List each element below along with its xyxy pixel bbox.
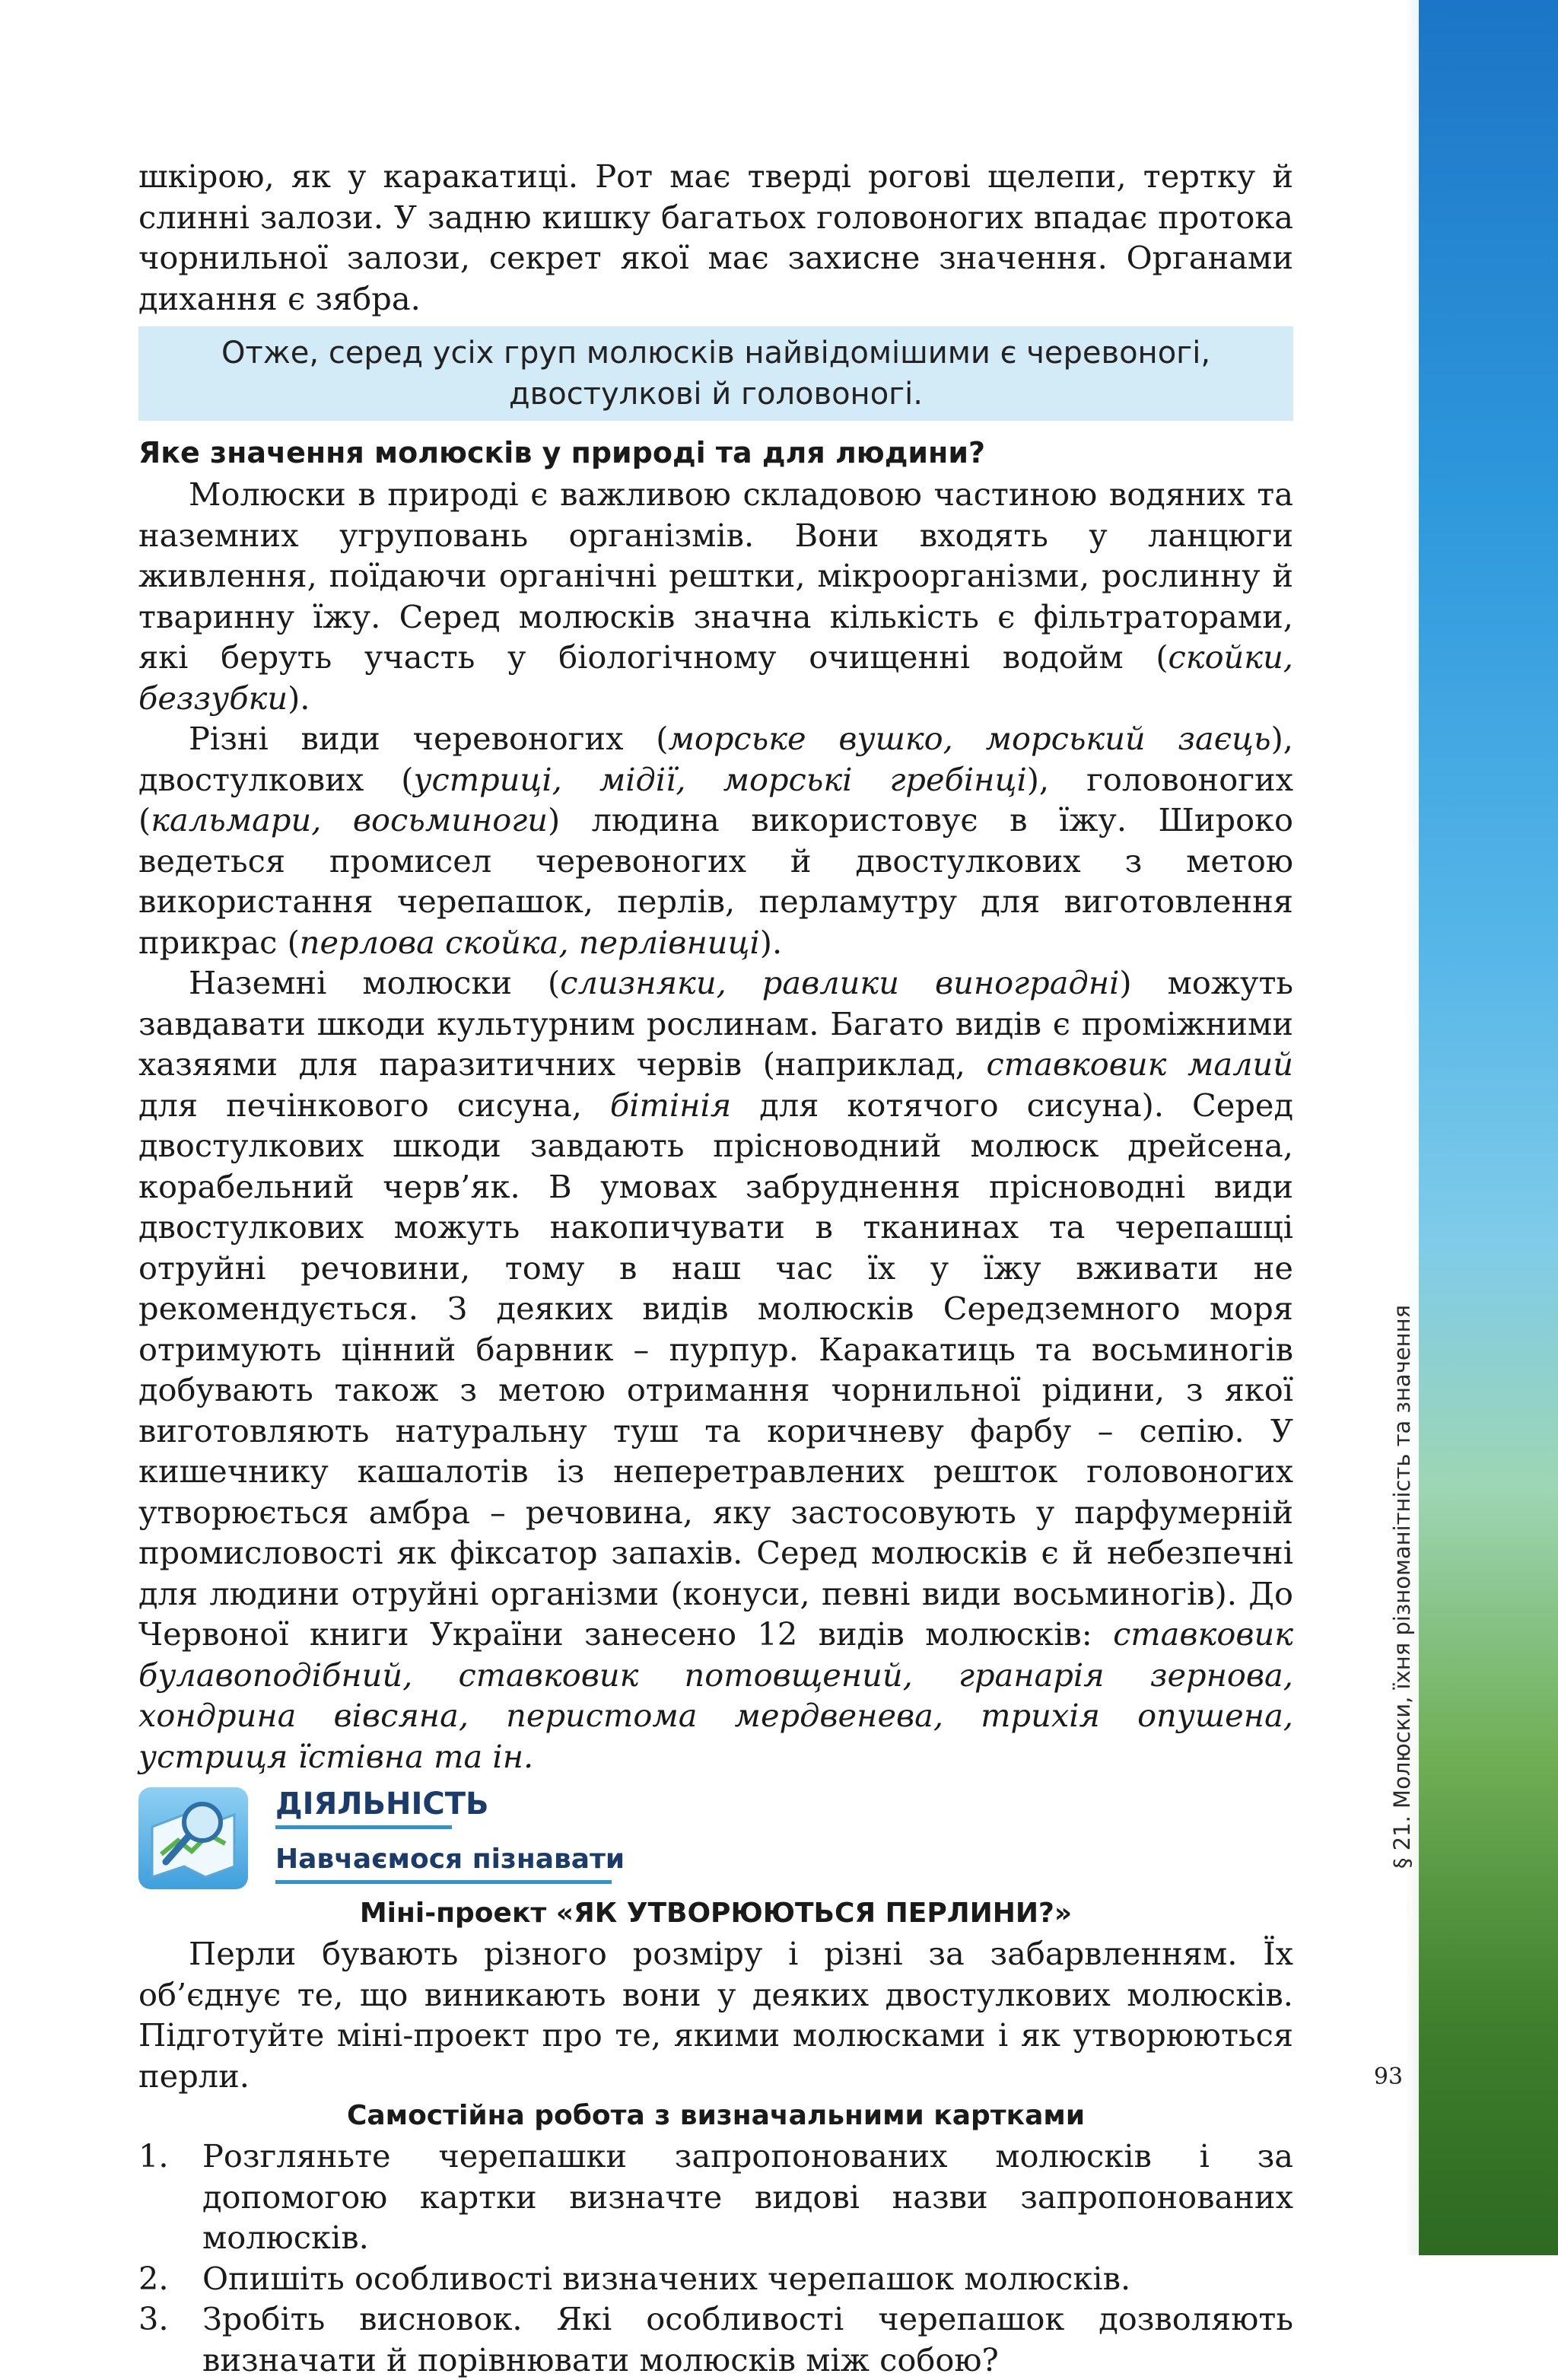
paragraph-1-text: Молюски в природі є важливою складовою частиною водяних та наземних угруповань організмів. Вони входять у ланцюги живлення, поїдаючи органічні рештки, мікроорганізми, рослинну й тваринну їжу. Серед молюсків значна кількість є фільтраторами, які беруть участь у біологічному очищенні водойм ( bbox=[138, 476, 1293, 676]
p2-text-5: ). bbox=[759, 923, 783, 961]
running-title: § 21. Молюски, їхня різноманітність та значення bbox=[1389, 1304, 1415, 1869]
mini-project-text: Перли бувають різного розміру і різні за забарвленням. Їх об’єднує те, що виникають вони у деяких двостулкових молюсків. Підготуйте міні-проект про те, якими молюсками і як утворюються перли. bbox=[138, 1935, 1293, 2095]
task-number: 3. bbox=[138, 2300, 169, 2337]
task-item bbox=[138, 2136, 1293, 2258]
activity-title-underline bbox=[275, 1825, 452, 1829]
task-list bbox=[138, 2136, 1293, 2380]
paragraph-1-italic: скойки, беззубки bbox=[138, 638, 1293, 717]
p2-italic-1: морське вушко, морський заєць bbox=[668, 720, 1271, 757]
paragraph-1-end: ). bbox=[288, 679, 310, 717]
p3-italic-3: бітінія bbox=[609, 1086, 732, 1124]
sidebar-margin bbox=[1339, 0, 1419, 2255]
summary-box: Отже, серед усіх груп молюсків найвідомішими є черевоногі, двостулкові й головоногі. bbox=[138, 326, 1293, 421]
task-text: Опишіть особливості визначених черепашок молюсків. bbox=[202, 2259, 1131, 2297]
p2-text-1: Різні види черевоногих ( bbox=[189, 720, 669, 757]
p3-text-4: для котячого сисуна). Серед двостулкових шкоди завдають прісноводний молюск дрейсена, корабельний черв’як. В умовах забруднення прісноводні види двостулкових можуть накопичувати в тканинах та черепашці отруйні речовини, тому в наш час їх у їжу вживати не рекомендується. З деяких видів молюсків Середземного моря отримують цінний барвник – пурпур. Каракатиць та восьминогів добувають також з метою отримання чорнильної рідини, з якої виготовляють натуральну туш та коричневу фарбу – сепію. У кишечнику кашалотів із неперетравлених решток головоногих утворюється амбра – речовина, яку застосовують у парфумерній промисловості як фіксатор запахів. Серед молюсків є й небезпечні для людини отруйні організми (конуси, певні види восьминогів). До Червоної книги України занесено 12 видів молюсків: bbox=[138, 1086, 1293, 1653]
independent-work-heading: Самостійна робота з визначальними картками bbox=[346, 2100, 1086, 2131]
p2-italic-4: перлова скойка, перлівниці bbox=[299, 923, 760, 961]
paragraph-2 bbox=[138, 718, 1293, 963]
task-number: 2. bbox=[138, 2259, 169, 2297]
task-text: Розгляньте черепашки запропонованих молюсків і за допомогою картки визначте видові назви запропонованих молюсків. bbox=[202, 2137, 1293, 2256]
activity-block bbox=[138, 1780, 1293, 1894]
p2-italic-3: кальмари, восьминоги bbox=[151, 801, 548, 838]
map-magnifier-icon bbox=[138, 1787, 248, 1889]
activity-subtitle: Навчаємося пізнавати bbox=[275, 1844, 625, 1875]
task-number: 1. bbox=[138, 2137, 169, 2175]
task-item bbox=[138, 2258, 1293, 2299]
p2-text-2: ), двостулкових ( bbox=[138, 720, 1293, 798]
intro-paragraph: шкірою, як у каракатиці. Рот має тверді рогові щелепи, тертку й слинні залози. У задню кишку багатьох головоногих впадає протока чорнильної залози, секрет якої має захисне значення. Органами дихання є зябра. bbox=[138, 158, 1293, 317]
p3-italic-1: слизняки, равлики виноградні bbox=[560, 964, 1120, 1001]
page-number: 93 bbox=[1373, 2063, 1404, 2090]
p2-text-4: ) людина використовує в їжу. Широко ведеться промисел черевоногих й двостулкових з метою використання черепашок, перлів, перламутру для виготовлення прикрас ( bbox=[138, 801, 1293, 961]
p3-text-1: Наземні молюски ( bbox=[189, 964, 561, 1001]
p2-text-3: ), головоногих ( bbox=[138, 760, 1294, 838]
task-text: Зробіть висновок. Які особливості черепашок дозволяють визначати й порівнювати молюсків між собою? bbox=[202, 2300, 1293, 2378]
p3-italic-4: ставковик булавоподібний, ставковик потовщений, гранарія зернова, хондрина вівсяна, перистома мердвенева, трихія опушена, устриця їстівна та ін. bbox=[138, 1615, 1293, 1775]
p2-italic-2: устриці, мідії, морські гребінці bbox=[413, 760, 1027, 798]
paragraph-3 bbox=[138, 963, 1293, 1777]
p3-text-2: ) можуть завдавати шкоди культурним рослинам. Багато видів є проміжними хазяями для паразитичних червів (наприклад, bbox=[138, 964, 1294, 1083]
activity-title: ДІЯЛЬНІСТЬ bbox=[275, 1787, 489, 1822]
task-item bbox=[138, 2299, 1293, 2380]
section-heading: Яке значення молюсків у природі та для людини? bbox=[138, 436, 985, 469]
mini-project-heading: Міні-проект «ЯК УТВОРЮЮТЬСЯ ПЕРЛИНИ?» bbox=[359, 1898, 1073, 1929]
p3-text-3: для печінкового сисуна, bbox=[138, 1086, 610, 1124]
page-content bbox=[138, 156, 1293, 2380]
activity-subtitle-underline bbox=[275, 1880, 612, 1884]
p3-italic-2: ставковик малий bbox=[986, 1045, 1293, 1083]
paragraph-1 bbox=[138, 474, 1293, 718]
